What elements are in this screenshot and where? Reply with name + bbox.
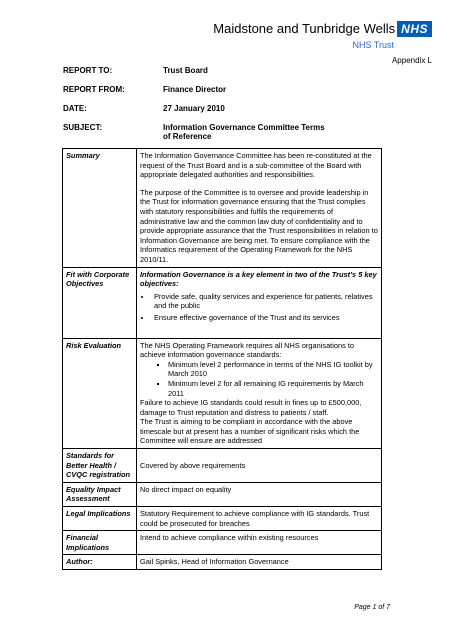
nhs-logo: NHS bbox=[397, 21, 432, 37]
row-label: Risk Evaluation bbox=[63, 338, 137, 449]
nhs-trust-label: NHS Trust bbox=[352, 40, 394, 50]
row-label: Author: bbox=[63, 555, 137, 570]
page-number: Page 1 of 7 bbox=[354, 604, 390, 611]
trust-name: Maidstone and Tunbridge Wells bbox=[213, 21, 396, 37]
meta-label: REPORT FROM: bbox=[63, 85, 125, 94]
risk-list bbox=[140, 360, 378, 398]
meta-label: REPORT TO: bbox=[63, 66, 113, 75]
row-label: Legal Implications bbox=[63, 507, 137, 531]
meta-value: 27 January 2010 bbox=[163, 104, 225, 113]
row-label: Equality Impact Assessment bbox=[63, 482, 137, 506]
table-row-equality bbox=[63, 482, 382, 506]
table-row-summary bbox=[63, 149, 382, 268]
row-content bbox=[137, 267, 382, 338]
row-content: Statutory Requirement to achieve compliance with IG standards. Trust could be prosecuted for breaches bbox=[137, 507, 382, 531]
row-content: Covered by above requirements bbox=[137, 449, 382, 483]
meta-value: Information Governance Committee Terms of Reference bbox=[163, 123, 325, 141]
document-header bbox=[213, 20, 432, 65]
row-content bbox=[137, 149, 382, 268]
list-item: ▪ Minimum level 2 performance in terms of the NHS IG toolkit by March 2010 bbox=[168, 360, 378, 379]
table-row-financial bbox=[63, 531, 382, 555]
meta-value: Finance Director bbox=[163, 85, 227, 94]
row-content: Intend to achieve compliance within existing resources bbox=[137, 531, 382, 555]
row-label: Summary bbox=[63, 149, 137, 268]
risk-paragraph: Failure to achieve IG standards could result in fines up to £500,000, damage to Trust reputation and distress to patients / staff. bbox=[140, 398, 362, 417]
row-label: Financial Implications bbox=[63, 531, 137, 555]
objective-list bbox=[140, 292, 378, 323]
row-content bbox=[137, 338, 382, 449]
meta-label: DATE: bbox=[63, 104, 87, 113]
meta-value: Trust Board bbox=[163, 66, 208, 75]
list-item: • Ensure effective governance of the Trust and its services bbox=[152, 313, 378, 323]
row-label: Standards for Better Health / CVQC registration bbox=[63, 449, 137, 483]
table-row-risk bbox=[63, 338, 382, 449]
summary-table bbox=[62, 148, 382, 570]
row-content: Gail Spinks, Head of Information Governance bbox=[137, 555, 382, 570]
risk-paragraph: The Trust is aiming to be compliant in accordance with the above timescale but at present has a number of significant risks which the Committee will ensure are addressed bbox=[140, 417, 360, 446]
meta-label: SUBJECT: bbox=[63, 123, 103, 132]
appendix-label: Appendix L bbox=[391, 56, 432, 65]
summary-paragraph: The Information Governance Committee has been re-constituted at the request of the Trust Board and is a sub-committee of the Board with appropriate delegated authorities and responsibilities. bbox=[140, 151, 372, 180]
list-item: ▪ Minimum level 2 for all remaining IG requirements by March 2011 bbox=[168, 379, 378, 398]
summary-paragraph: The purpose of the Committee is to oversee and provide leadership in the Trust for information governance ensuring that the Trust complies with statutory responsibilities and fulfils the requirements of administrative law and the common law duty of confidentiality and to provide appropriate assurance that the Trust responsibilities in relation to Information Governance are being met. To ensure compliance with the Informatics requirement of the Operating Framework for the NHS 2010/11. bbox=[140, 187, 378, 264]
row-content: No direct impact on equality bbox=[137, 482, 382, 506]
row-label: Fit with Corporate Objectives bbox=[63, 267, 137, 338]
table-row-fit bbox=[63, 267, 382, 338]
fit-intro: Information Governance is a key element in two of the Trust’s 5 key objectives: bbox=[140, 269, 377, 289]
list-item: • Provide safe, quality services and experience for patients, relatives and the public bbox=[152, 292, 378, 311]
table-row-legal bbox=[63, 507, 382, 531]
table-row-standards bbox=[63, 449, 382, 483]
table-row-author bbox=[63, 555, 382, 570]
risk-intro: The NHS Operating Framework requires all NHS organisations to achieve information governance standards: bbox=[140, 340, 355, 360]
